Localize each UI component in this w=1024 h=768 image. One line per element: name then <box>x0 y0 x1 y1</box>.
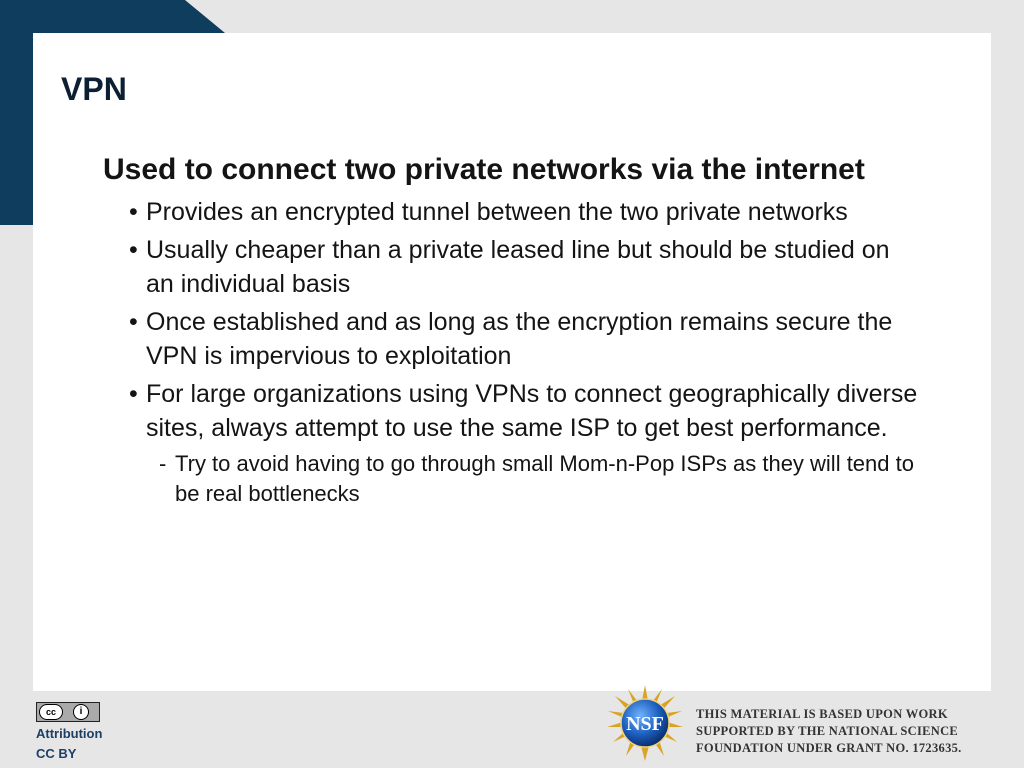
cc-license-badge[interactable] <box>36 702 102 764</box>
slide-content <box>103 149 923 509</box>
license-text <box>36 724 102 764</box>
nsf-logo-text: NSF <box>626 713 664 735</box>
attribution-person-icon: i <box>73 704 89 720</box>
grant-statement <box>696 706 962 757</box>
bullet-text: For large organizations using VPNs to connect geographically diverse sites, always attempt to use the same ISP to get best performance. <box>146 380 918 442</box>
bullet-text: Provides an encrypted tunnel between the two private networks <box>146 198 848 226</box>
sub-bullet-marker: - <box>159 451 167 476</box>
bullet-item <box>103 305 923 373</box>
bullet-item <box>103 233 923 301</box>
grant-line-3: FOUNDATION UNDER GRANT NO. 1723635. <box>696 741 962 755</box>
grant-line-1: THIS MATERIAL IS BASED UPON WORK <box>696 707 948 721</box>
bullet-text: Usually cheaper than a private leased line but should be studied on an individual basis <box>146 236 890 298</box>
bullet-item <box>103 377 923 445</box>
bullet-item <box>103 195 923 229</box>
nsf-logo <box>606 684 684 762</box>
cc-icon: cc <box>39 704 63 720</box>
sub-bullet-text: Try to avoid having to go through small Mom-n-Pop ISPs as they will tend to be real bottlenecks <box>175 451 914 506</box>
main-point: Used to connect two private networks via the internet <box>103 153 865 186</box>
grant-line-2: SUPPORTED BY THE NATIONAL SCIENCE <box>696 724 959 738</box>
slide-card <box>33 33 991 691</box>
bullet-marker: • <box>129 308 138 336</box>
license-line-2: CC BY <box>36 746 77 761</box>
sub-bullet-item <box>103 449 923 509</box>
bullet-marker: • <box>129 198 138 226</box>
bullet-text: Once established and as long as the encryption remains secure the VPN is impervious to exploitation <box>146 308 893 370</box>
bullet-marker: • <box>129 236 138 264</box>
cc-badge-box <box>36 702 100 722</box>
slide-title: VPN <box>61 71 127 107</box>
bullet-marker: • <box>129 380 138 408</box>
license-line-1: Attribution <box>36 726 103 741</box>
